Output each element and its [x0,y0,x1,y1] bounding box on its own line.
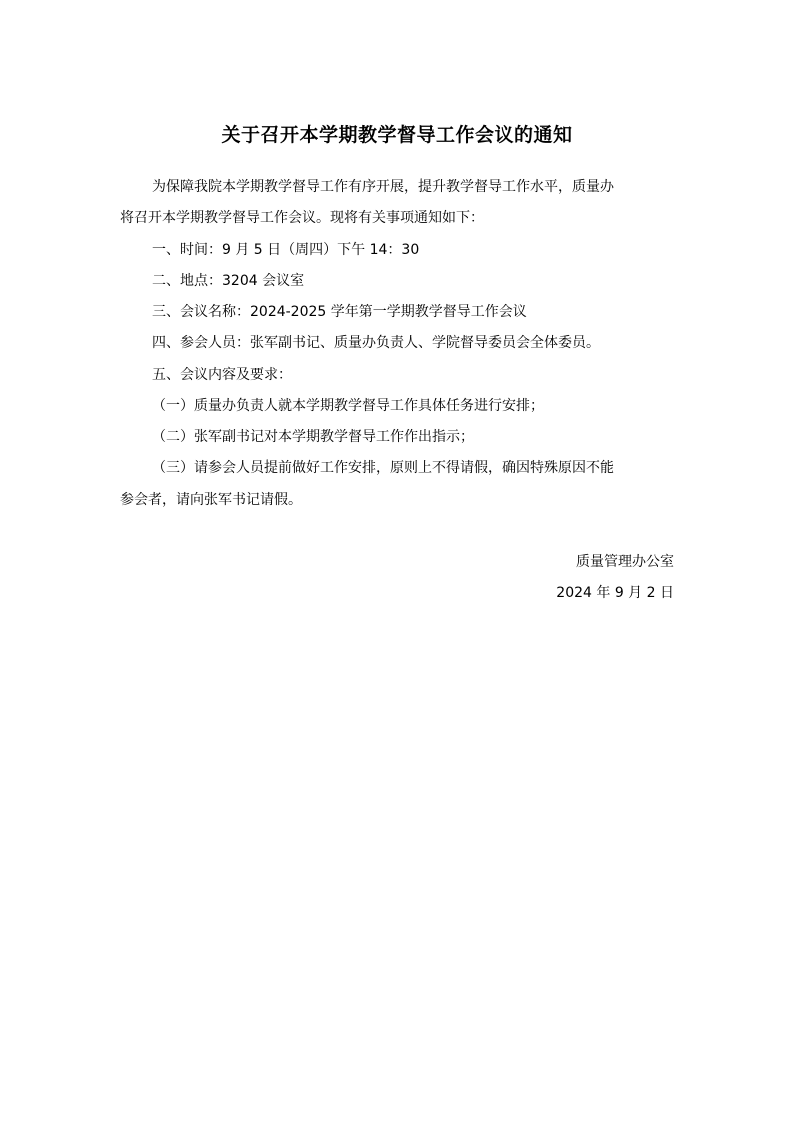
item-time: 一、时间：9 月 5 日（周四）下午 14：30 [152,242,420,258]
content-item-2: （二）张军副书记对本学期教学督导工作作出指示； [152,429,474,445]
item-meeting-name: 三、会议名称：2024-2025 学年第一学期教学督导工作会议 [152,304,527,320]
intro-paragraph-line-2: 将召开本学期教学督导工作会议。现将有关事项通知如下： [120,210,484,226]
content-item-1: （一）质量办负责人就本学期教学督导工作具体任务进行安排； [152,398,544,414]
content-item-3-line-1: （三）请参会人员提前做好工作安排，原则上不得请假，确因特殊原因不能 [152,460,614,476]
item-place: 二、地点：3204 会议室 [152,273,305,289]
item-content-heading: 五、会议内容及要求： [152,367,292,383]
document-title: 关于召开本学期教学督导工作会议的通知 [221,124,573,146]
item-attendees: 四、参会人员：张军副书记、质量办负责人、学院督导委员会全体委员。 [152,335,600,351]
intro-paragraph-line-1: 为保障我院本学期教学督导工作有序开展，提升教学督导工作水平，质量办 [152,179,614,195]
signature-office: 质量管理办公室 [576,554,674,570]
content-item-3-line-2: 参会者，请向张军书记请假。 [120,492,302,508]
signature-date: 2024 年 9 月 2 日 [556,585,674,601]
